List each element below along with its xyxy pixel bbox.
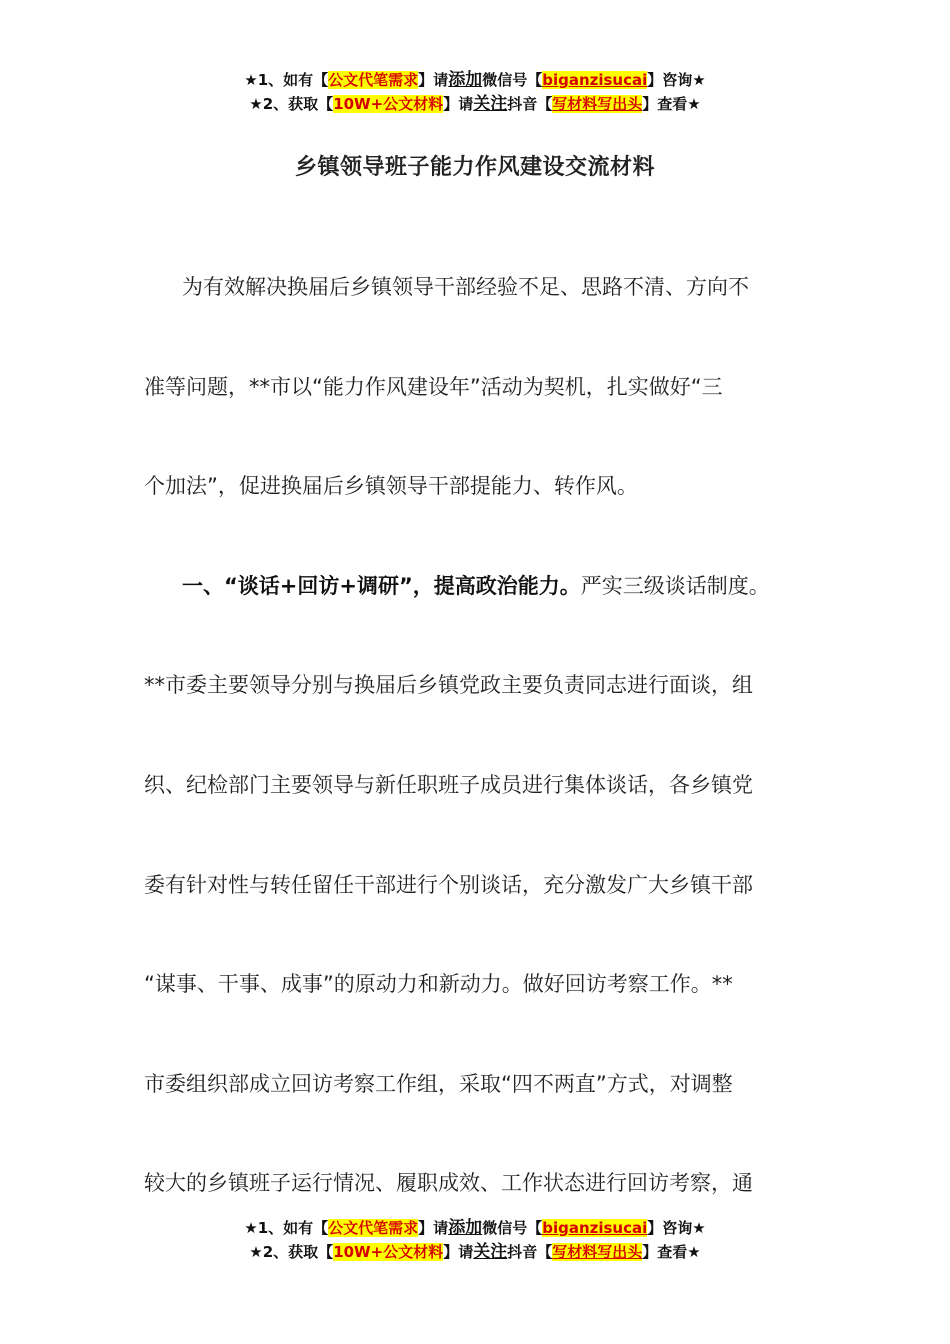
footer-banner xyxy=(0,1216,950,1264)
body-line: “谋事、干事、成事”的原动力和新动力。做好回访考察工作。** xyxy=(144,972,733,997)
section-heading-line: 一、“谈话+回访+调研”，提高政治能力。严实三级谈话制度。 xyxy=(182,573,770,598)
highlight-materials: 10W+公文材料 xyxy=(333,1243,444,1261)
star-icon: ★ xyxy=(249,1243,263,1261)
header-banner xyxy=(0,68,950,116)
document-body xyxy=(144,238,808,1234)
section-heading: 一、“谈话+回访+调研”，提高政治能力。 xyxy=(182,573,581,598)
star-icon: ★ xyxy=(249,95,263,113)
body-line: 市委组织部成立回访考察工作组，采取“四不两直”方式，对调整 xyxy=(144,1071,733,1096)
highlight-wechat-id: biganzisucai xyxy=(542,1219,648,1237)
highlight-service: 公文代笔需求 xyxy=(328,1219,419,1237)
banner-line-2: ★2、获取【10W+公文材料】请关注抖音【写材料写出头】查看★ xyxy=(249,1242,701,1262)
banner-line-2: ★2、获取【10W+公文材料】请关注抖音【写材料写出头】查看★ xyxy=(249,94,701,114)
star-icon: ★ xyxy=(687,1243,701,1261)
body-line: **市委主要领导分别与换届后乡镇党政主要负责同志进行面谈，组 xyxy=(144,673,753,698)
star-icon: ★ xyxy=(687,95,701,113)
body-line: 织、纪检部门主要领导与新任职班子成员进行集体谈话，各乡镇党 xyxy=(144,772,753,797)
body-line: 准等问题，**市以“能力作风建设年”活动为契机，扎实做好“三 xyxy=(144,374,723,399)
highlight-douyin: 写材料写出头 xyxy=(552,1243,643,1261)
document-title: 乡镇领导班子能力作风建设交流材料 xyxy=(294,155,655,180)
highlight-service: 公文代笔需求 xyxy=(328,71,419,89)
body-line: 个加法”，促进换届后乡镇领导干部提能力、转作风。 xyxy=(144,474,638,499)
star-icon: ★ xyxy=(692,71,706,89)
banner-line-1: ★1、如有【公文代笔需求】请添加微信号【biganzisucai】咨询★ xyxy=(244,1218,706,1238)
highlight-wechat-id: biganzisucai xyxy=(542,71,648,89)
star-icon: ★ xyxy=(244,71,258,89)
banner-line-1: ★1、如有【公文代笔需求】请添加微信号【biganzisucai】咨询★ xyxy=(244,70,706,90)
body-line: 为有效解决换届后乡镇领导干部经验不足、思路不清、方向不 xyxy=(182,275,749,299)
highlight-materials: 10W+公文材料 xyxy=(333,95,444,113)
star-icon: ★ xyxy=(692,1219,706,1237)
body-line: 较大的乡镇班子运行情况、履职成效、工作状态进行回访考察，通 xyxy=(144,1171,753,1196)
highlight-douyin: 写材料写出头 xyxy=(552,95,643,113)
star-icon: ★ xyxy=(244,1219,258,1237)
body-line: 委有针对性与转任留任干部进行个别谈话，充分激发广大乡镇干部 xyxy=(144,872,753,897)
